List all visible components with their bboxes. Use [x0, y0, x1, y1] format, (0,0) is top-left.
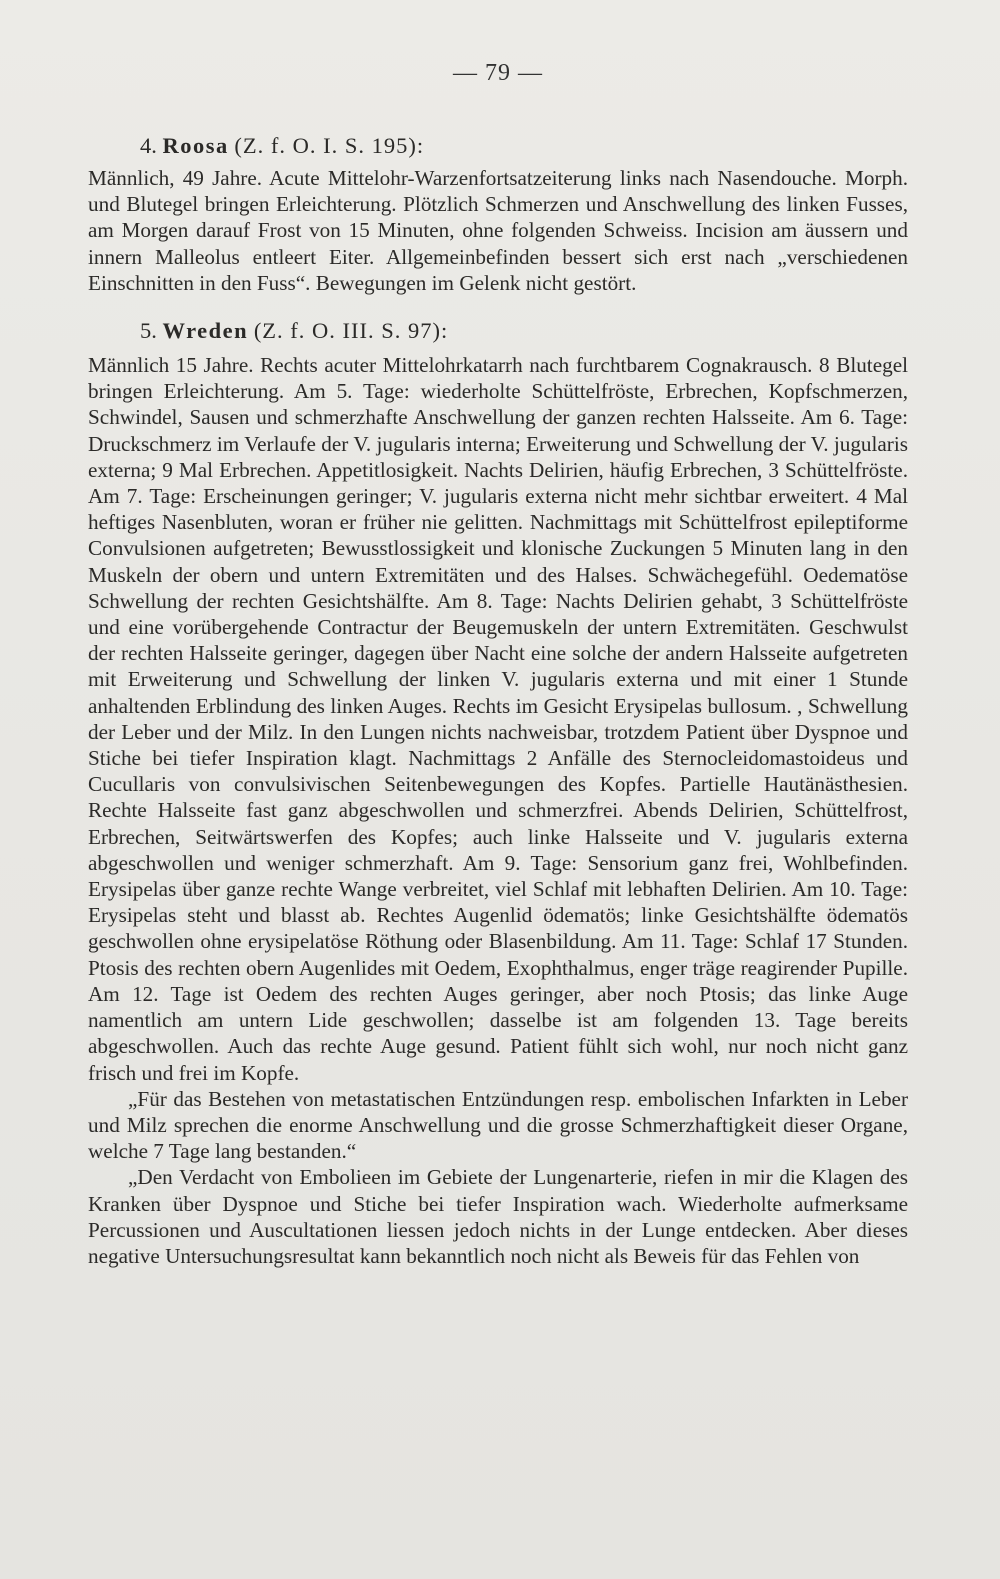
case-entry-roosa: [88, 131, 908, 296]
quote-paragraph: „Den Verdacht von Embolieen im Gebiete der Lungenarterie, riefen in mir die Klagen des Kranken über Dyspnoe und Stiche bei tiefer Inspiration wach. Wiederholte aufmerksame Percussionen und Auscultationen liessen jedoch nichts in der Lunge entdecken. Aber dieses negative Untersuchungsresultat kann bekanntlich noch nicht als Beweis für das Fehlen von: [88, 1165, 908, 1268]
page-number: — 79 —: [453, 60, 543, 86]
case-heading: [140, 316, 908, 346]
case-reference: (Z. f. O. III. S. 97):: [253, 318, 449, 344]
case-author: Wreden: [162, 318, 249, 344]
case-author: Roosa: [162, 133, 229, 158]
case-body: Männlich, 49 Jahre. Acute Mittelohr-Warzenfortsatzeiterung links nach Nasendouche. Morph. und Blutegel bringen Erleichterung. Plötzlich Schmerzen und Anschwellung des linken Fusses, am Morgen darauf Frost von 15 Minuten, ohne folgenden Schweiss. Incision am äussern und innern Malleolus entleert Eiter. Allgemeinbefinden bessert sich erst nach „verschiedenen Einschnitten in den Fuss“. Bewegungen im Gelenk nicht gestört.: [88, 166, 908, 295]
case-heading: [140, 131, 908, 161]
quote-paragraph: „Für das Bestehen von metastatischen Entzündungen resp. embolischen Infarkten in Leber und Milz sprechen die enorme Anschwellung und die grosse Schmerzhaftigkeit dieser Organe, welche 7 Tage lang bestanden.“: [88, 1086, 908, 1164]
case-number: 4.: [140, 133, 157, 158]
case-reference: (Z. f. O. I. S. 195):: [234, 133, 425, 158]
case-number: 5.: [140, 318, 157, 344]
case-body: Männlich 15 Jahre. Rechts acuter Mittelohrkatarrh nach furchtbarem Cognakrausch. 8 Blutegel bringen Erleichterung. Am 5. Tage: wiederholte Schüttelfröste, Erbrechen, Kopfschmerzen, Schwindel, Sausen und schmerzhafte Anschwellung der ganzen rechten Halsseite. Am 6. Tage: Druckschmerz im Verlaufe der V. jugularis interna; Erweiterung und Schwellung der V. jugularis externa; 9 Mal Erbrechen. Appetitlosigkeit. Nachts Delirien, häufig Erbrechen, 3 Schüttelfröste. Am 7. Tage: Erscheinungen geringer; V. jugularis externa nicht mehr sichtbar erweitert. 4 Mal heftiges Nasenbluten, woran er früher nie gelitten. Nachmittags mit Schüttelfrost epileptiforme Convulsionen aufgetreten; Bewusstlossigkeit und klonische Zuckungen 5 Minuten lang in den Muskeln der obern und untern Extremitäten und des Halses. Schwächegefühl. Oedematöse Schwellung der rechten Gesichtshälfte. Am 8. Tage: Nachts Delirien gehabt, 3 Schüttelfröste und eine vorübergehende Contractur der Beugemuskeln der untern Extremitäten. Geschwulst der rechten Halsseite geringer, dagegen über Nacht eine solche der andern Halsseite aufgetreten mit Erweiterung und Schwellung der linken V. jugularis externa und mit einer 1 Stunde anhaltenden Erblindung des linken Auges. Rechts im Gesicht Erysipelas bullosum. , Schwellung der Leber und der Milz. In den Lungen nichts nachweisbar, trotzdem Patient über Dyspnoe und Stiche bei tiefer Inspiration klagt. Nachmittags 2 Anfälle des Sternocleidomastoideus und Cucullaris von convulsivischen Seitenbewegungen des Kopfes. Partielle Hautänästhesien. Rechte Halsseite fast ganz abgeschwollen und schmerzfrei. Abends Delirien, Schüttelfrost, Erbrechen, Seitwärtswerfen des Kopfes; auch linke Halsseite und V. jugularis externa abgeschwollen und weniger schmerzhaft. Am 9. Tage: Sensorium ganz frei, Wohlbefinden. Erysipelas über ganze rechte Wange verbreitet, viel Schlaf mit lebhaften Delirien. Am 10. Tage: Erysipelas steht und blasst ab. Rechtes Augenlid ödematös; linke Gesichtshälfte ödematös geschwollen ohne erysipelatöse Röthung oder Blasenbildung. Am 11. Tage: Schlaf 17 Stunden. Ptosis des rechten obern Augenlides mit Oedem, Exophthalmus, enger träge reagirender Pupille. Am 12. Tage ist Oedem des rechten Auges geringer, aber noch Ptosis; das linke Auge namentlich am untern Lide geschwollen; dasselbe ist am folgenden 13. Tage bereits abgeschwollen. Auch das rechte Auge gesund. Patient fühlt sich wohl, nur noch nicht ganz frisch und frei im Kopfe.: [88, 353, 908, 1085]
case-entry-wreden: [88, 316, 908, 1269]
